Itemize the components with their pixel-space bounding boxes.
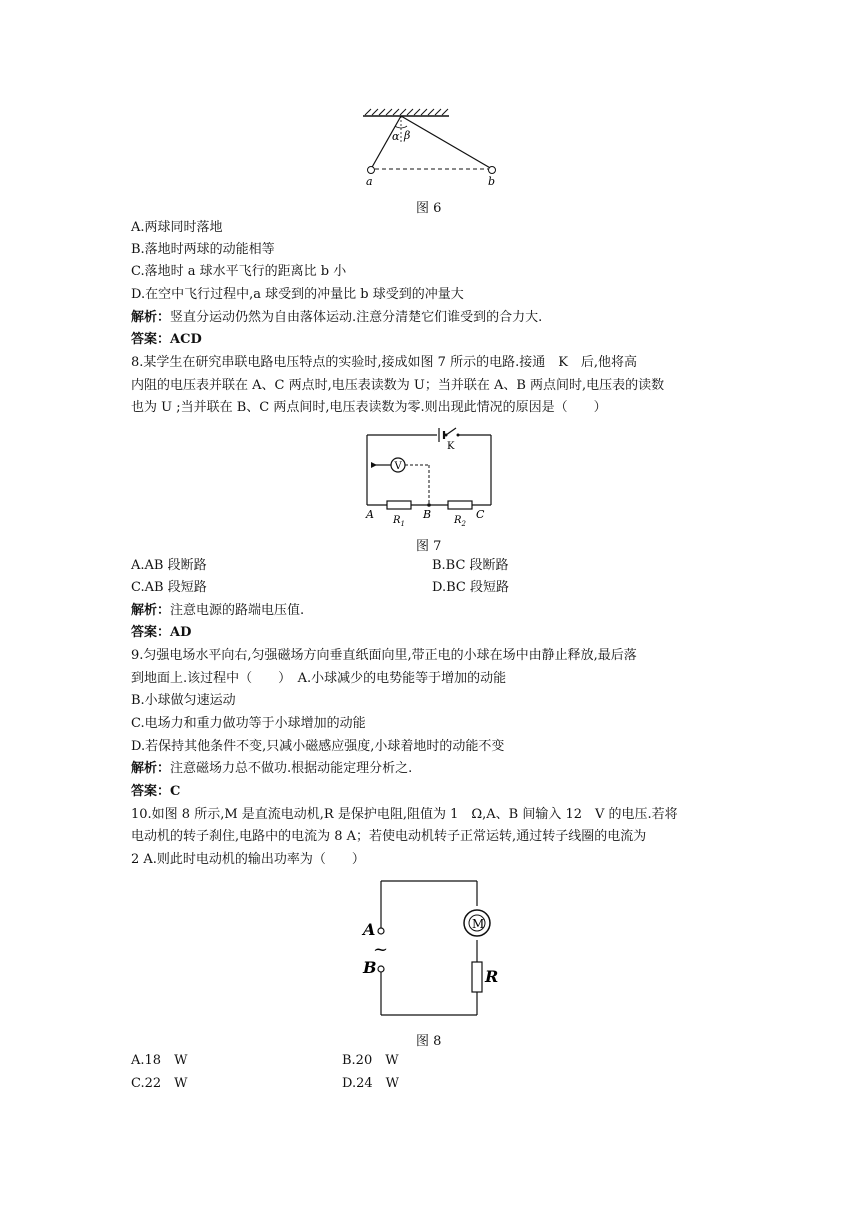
q9-text-line-1: 9.匀强电场水平向右,匀强磁场方向垂直纸面向里,带正电的小球在场中由静止释放,最后落 [131, 648, 637, 663]
analysis-label: 解析： [131, 310, 171, 325]
node-a-label: A [366, 508, 374, 521]
figure-6-caption: 图 6 [416, 201, 442, 216]
node-b-label: B [423, 508, 432, 521]
resistor-r2 [448, 501, 472, 509]
ball-b [489, 167, 496, 174]
beta-label: β [404, 129, 411, 142]
q8-text-line-1: 8.某学生在研究串联电路电压特点的实验时,接成如图 7 所示的电路.接通 K 后,他将高 [131, 355, 638, 370]
b-label: b [488, 175, 496, 188]
q8-answer [131, 623, 191, 643]
q10-text-line-2: 电动机的转子刹住,电路中的电流为 8 A；若使电动机转子正常运转,通过转子线圈的电流为 [131, 829, 647, 844]
answer-label: 答案： [131, 784, 171, 799]
q9-answer [131, 782, 180, 802]
ball-a [368, 167, 375, 174]
m-label: M [472, 917, 485, 931]
terminal-b [378, 966, 384, 972]
q10-text-line-3: 2 A.则此时电动机的输出功率为（ ） [131, 852, 365, 867]
resistor-r1 [387, 501, 411, 509]
figure-6-diagram [355, 108, 515, 190]
q9-analysis [131, 759, 412, 779]
b-label: B [363, 958, 377, 977]
analysis-text: 竖直分运动仍然为自由落体运动.注意分清楚它们谁受到的合力大. [170, 310, 543, 325]
a-label: a [366, 175, 373, 188]
q9-option-d: D.若保持其他条件不变,只减小磁感应强度,小球着地时的动能不变 [131, 739, 505, 754]
answer-label: 答案： [131, 332, 171, 347]
q10-option-d: D.24 W [342, 1076, 399, 1091]
q7-option-d: D.在空中飞行过程中,a 球受到的冲量比 b 球受到的冲量大 [131, 287, 464, 302]
q9-text-line-2: 到地面上.该过程中（ ） A.小球减少的电势能等于增加的动能 [131, 671, 507, 686]
q8-option-a: A.AB 段断路 [131, 558, 207, 573]
q8-option-b: B.BC 段断路 [432, 558, 509, 573]
k-label: K [447, 441, 455, 452]
figure-8-diagram [360, 878, 499, 1023]
figure-7-caption: 图 7 [416, 539, 442, 554]
r2-label: $R_2$ [454, 515, 466, 528]
answer-label: 答案： [131, 625, 171, 640]
v-label: V [394, 461, 402, 472]
q8-analysis [131, 601, 304, 621]
analysis-label: 解析： [131, 603, 171, 618]
tilde-label: ~ [373, 939, 389, 960]
terminal-a [378, 928, 384, 934]
string-b [401, 116, 492, 169]
alpha-label: α [392, 130, 400, 143]
q7-analysis [131, 308, 542, 328]
a-label: A [363, 920, 376, 939]
q8-option-c: C.AB 段短路 [131, 580, 207, 595]
node-b [427, 503, 431, 507]
r1-label: $R_1$ [393, 515, 405, 528]
q10-option-b: B.20 W [342, 1053, 399, 1068]
answer-text: C [170, 784, 181, 799]
q8-option-d: D.BC 段短路 [432, 580, 509, 595]
q7-option-a: A.两球同时落地 [131, 220, 223, 235]
analysis-label: 解析： [131, 761, 171, 776]
q10-option-c: C.22 W [131, 1076, 188, 1091]
analysis-text: 注意电源的路端电压值. [170, 603, 305, 618]
answer-text: AD [170, 625, 192, 640]
answer-text: ACD [170, 332, 202, 347]
figure-7-diagram [355, 425, 505, 530]
q7-option-b: B.落地时两球的动能相等 [131, 242, 275, 257]
q10-option-a: A.18 W [131, 1053, 188, 1068]
resistor-r [472, 962, 482, 992]
r-label: R [485, 967, 499, 986]
q8-text-line-2: 内阻的电压表并联在 A、C 两点时,电压表读数为 U；当并联在 A、B 两点间时,电压表的读数 [131, 378, 665, 393]
q9-option-b: B.小球做匀速运动 [131, 693, 236, 708]
figure-8-caption: 图 8 [416, 1034, 442, 1049]
q8-text-line-3: 也为 U ;当并联在 B、C 两点间时,电压表读数为零.则出现此情况的原因是（ ） [131, 400, 607, 415]
q9-option-c: C.电场力和重力做功等于小球增加的动能 [131, 716, 366, 731]
q7-answer [131, 330, 202, 350]
q7-option-c: C.落地时 a 球水平飞行的距离比 b 小 [131, 264, 347, 279]
analysis-text: 注意磁场力总不做功.根据动能定理分析之. [170, 761, 413, 776]
node-c-label: C [476, 508, 485, 521]
q10-text-line-1: 10.如图 8 所示,M 是直流电动机,R 是保护电阻,阻值为 1 Ω,A、B 间输入 12 V 的电压.若将 [131, 807, 678, 822]
